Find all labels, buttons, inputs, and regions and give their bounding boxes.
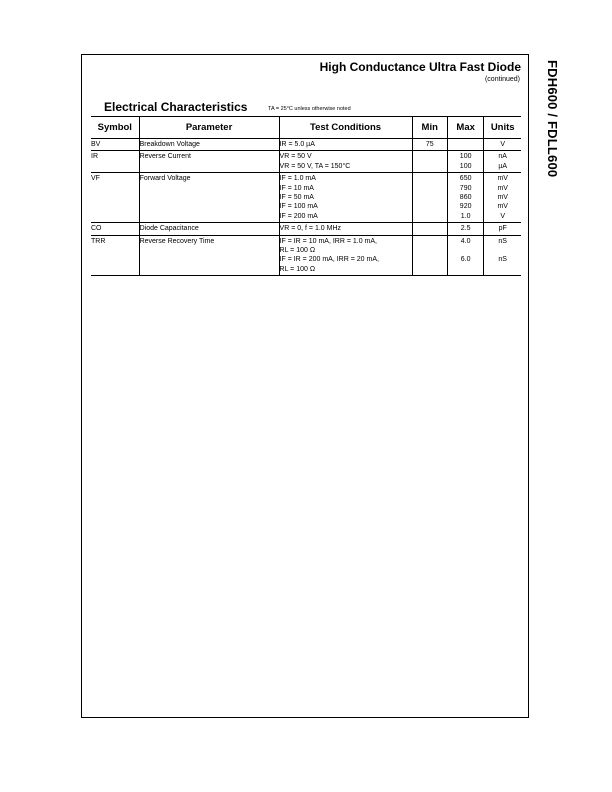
continued-label: (continued) (484, 76, 520, 83)
cell-min-line: 75 (425, 141, 434, 148)
cell-test-conditions-line: IR = 5.0 µA (279, 141, 315, 148)
cell-symbol-line: TRR (91, 237, 106, 245)
cell-units-line: V (500, 212, 506, 220)
section-note: TA = 25°C unless otherwise noted (268, 106, 351, 112)
cell-units (484, 235, 521, 276)
cell-min (412, 173, 447, 223)
table-body (91, 139, 521, 276)
column-header-max: Max (447, 117, 483, 139)
cell-symbol (91, 173, 139, 223)
cell-units (484, 173, 521, 223)
cell-min (412, 223, 447, 235)
cell-units-line: mV (497, 194, 508, 202)
cell-symbol (91, 223, 139, 235)
table-row (91, 173, 521, 223)
cell-test-conditions (279, 151, 412, 173)
cell-units-line: nA (498, 153, 507, 161)
cell-symbol (91, 235, 139, 276)
cell-max (447, 139, 483, 151)
electrical-characteristics-table (91, 116, 521, 276)
table-row (91, 151, 521, 173)
cell-parameter-line: Reverse Current (139, 153, 191, 161)
cell-units (484, 223, 521, 235)
cell-units-line (484, 246, 521, 255)
section-title: Electrical Characteristics (104, 100, 248, 114)
cell-min (412, 139, 447, 151)
column-header-symbol: Symbol (91, 117, 139, 139)
cell-test-conditions-line: IF = 1.0 mA (279, 175, 316, 183)
cell-parameter (139, 235, 279, 276)
cell-units-line: V (500, 141, 506, 148)
cell-test-conditions (279, 139, 412, 151)
table-row (91, 139, 521, 151)
cell-symbol (91, 139, 139, 151)
cell-max (447, 223, 483, 235)
cell-max-line: 6.0 (460, 256, 471, 264)
cell-max-line: 2.5 (460, 225, 471, 233)
cell-symbol-line: CO (91, 225, 102, 233)
column-header-units: Units (484, 117, 521, 139)
column-header-min: Min (412, 117, 447, 139)
cell-test-conditions-line: IF = 200 mA (279, 212, 318, 220)
cell-parameter (139, 139, 279, 151)
table-row (91, 223, 521, 235)
cell-symbol (91, 151, 139, 173)
cell-max-line: 100 (459, 162, 472, 170)
cell-max (447, 173, 483, 223)
cell-units-line: µA (498, 162, 508, 170)
cell-max-line: 4.0 (460, 237, 471, 245)
document-title: High Conductance Ultra Fast Diode (319, 60, 521, 74)
cell-units-line: nS (498, 237, 507, 245)
cell-parameter (139, 173, 279, 223)
cell-test-conditions (279, 173, 412, 223)
cell-max (447, 151, 483, 173)
cell-units-line: mV (497, 184, 508, 192)
cell-max-line: 790 (459, 184, 472, 192)
cell-test-conditions-line: IF = IR = 200 mA, IRR = 20 mA, (279, 256, 379, 264)
cell-units-line: mV (497, 203, 508, 211)
cell-symbol-line: BV (91, 141, 101, 148)
cell-test-conditions-line: VR = 50 V (279, 153, 312, 161)
cell-units-line: pF (498, 225, 507, 233)
cell-test-conditions (279, 223, 412, 235)
cell-units (484, 151, 521, 173)
cell-test-conditions-line: RL = 100 Ω (279, 265, 316, 273)
cell-parameter-line: Reverse Recovery Time (139, 237, 215, 245)
cell-test-conditions-line: VR = 50 V, TA = 150°C (279, 162, 351, 170)
cell-parameter (139, 223, 279, 235)
side-part-number: FDH600 / FDLL600 (545, 60, 560, 178)
cell-max-line (448, 246, 483, 255)
cell-test-conditions (279, 235, 412, 276)
cell-parameter (139, 151, 279, 173)
column-header-test-conditions: Test Conditions (279, 117, 412, 139)
table-header-row (91, 117, 521, 139)
table-row (91, 235, 521, 276)
cell-symbol-line: IR (91, 153, 98, 161)
cell-max-line: 860 (459, 194, 472, 202)
cell-test-conditions-line: IF = 10 mA (279, 184, 314, 192)
cell-parameter-line: Diode Capacitance (139, 225, 199, 233)
cell-max-line: 1.0 (460, 212, 471, 220)
cell-parameter-line: Breakdown Voltage (139, 141, 200, 148)
cell-max-line: 650 (459, 175, 472, 183)
cell-test-conditions-line: VR = 0, f = 1.0 MHz (279, 225, 341, 233)
cell-symbol-line: VF (91, 175, 100, 183)
cell-max-line: 100 (459, 153, 472, 161)
cell-min (412, 151, 447, 173)
cell-units-line: nS (498, 256, 507, 264)
cell-test-conditions-line: IF = IR = 10 mA, IRR = 1.0 mA, (279, 237, 377, 245)
cell-min (412, 235, 447, 276)
cell-units-line: mV (497, 175, 508, 183)
cell-units (484, 139, 521, 151)
cell-parameter-line: Forward Voltage (139, 175, 191, 183)
cell-test-conditions-line: RL = 100 Ω (279, 247, 316, 255)
cell-max-line: 920 (459, 203, 472, 211)
cell-max (447, 235, 483, 276)
column-header-parameter: Parameter (139, 117, 279, 139)
cell-test-conditions-line: IF = 50 mA (279, 194, 314, 202)
cell-test-conditions-line: IF = 100 mA (279, 203, 318, 211)
